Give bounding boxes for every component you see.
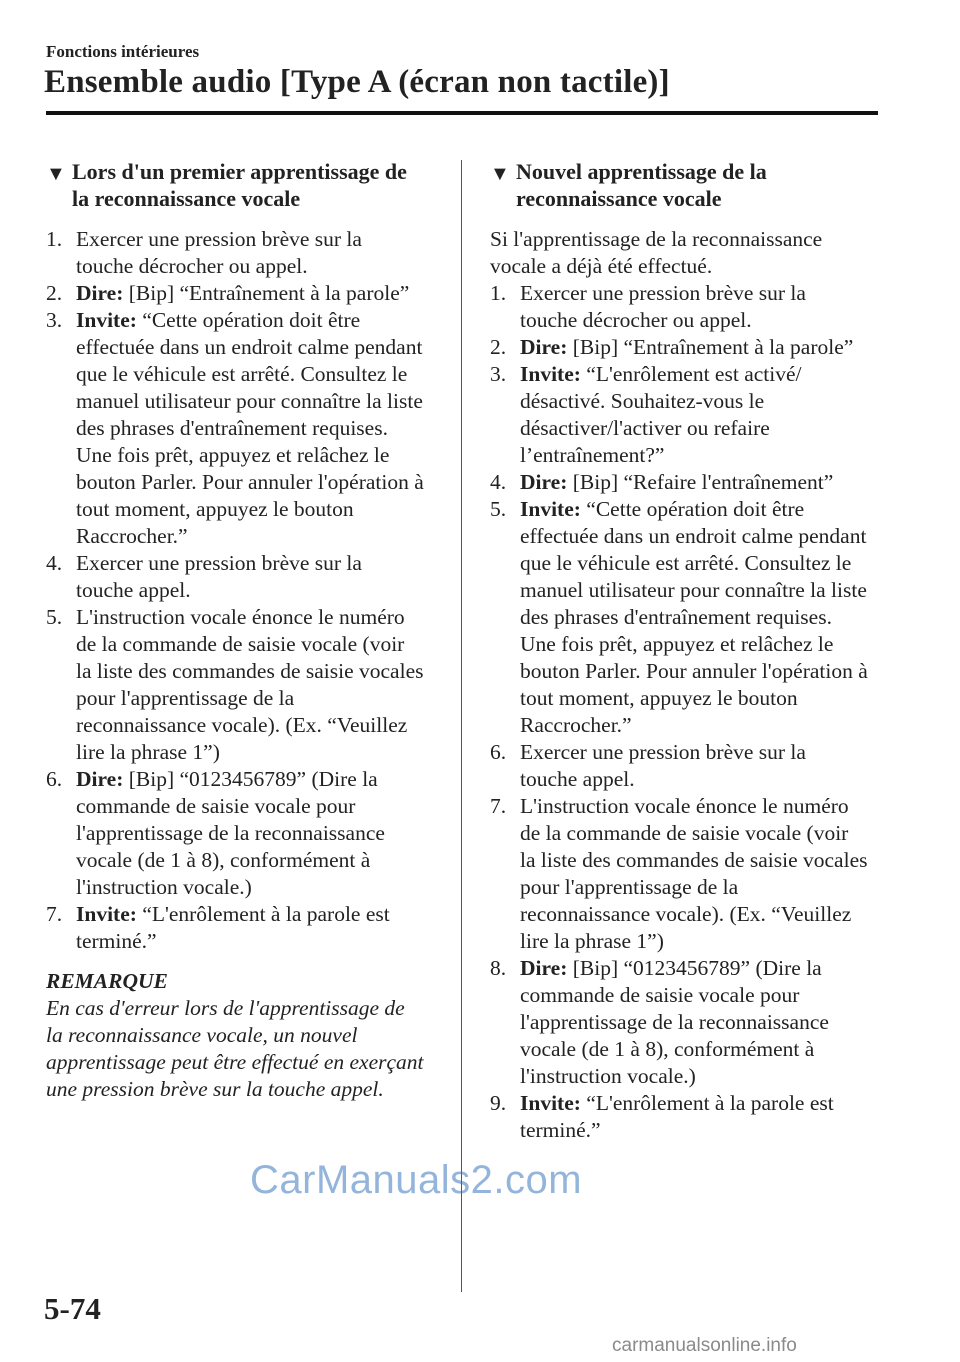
right-column <box>490 158 868 1144</box>
step-keyword: Dire: <box>520 956 568 980</box>
step-number: 1. <box>490 281 507 305</box>
remark-title: REMARQUE <box>46 969 168 993</box>
right-heading-line-1: Nouvel apprentissage de la <box>516 159 767 184</box>
left-steps-list <box>46 226 424 955</box>
list-item <box>490 361 868 469</box>
list-item <box>46 766 424 901</box>
list-item <box>490 469 868 496</box>
step-keyword: Invite: <box>520 1091 581 1115</box>
step-text: Exercer une pression brève sur la touche décrocher ou appel. <box>520 281 806 332</box>
left-heading-line-1: Lors d'un premier apprentissage de <box>72 159 407 184</box>
step-keyword: Dire: <box>520 335 568 359</box>
triangle-bullet-icon: ▼ <box>46 163 66 185</box>
list-item <box>46 901 424 955</box>
right-intro: Si l'apprentissage de la reconnaissance vocale a déjà été effectué. <box>490 227 823 278</box>
step-number: 5. <box>46 605 63 629</box>
step-number: 6. <box>490 740 507 764</box>
list-item <box>46 226 424 280</box>
left-column <box>46 158 424 1103</box>
step-keyword: Invite: <box>520 362 581 386</box>
page-number: 5-74 <box>44 1291 101 1326</box>
step-text: [Bip] “Entraînement à la parole” <box>123 281 410 305</box>
right-steps-list <box>490 280 868 1144</box>
list-item <box>46 550 424 604</box>
footer-site-link[interactable]: carmanualsonline.info <box>612 1335 797 1356</box>
remark-note <box>46 968 424 1103</box>
step-number: 4. <box>46 551 63 575</box>
step-text: [Bip] “0123456789” (Dire la commande de saisie vocale pour l'apprentissage de la reconnaissance vocale (de 1 à 8), conformément à l'instruction vocale.) <box>76 767 385 899</box>
step-number: 7. <box>490 794 507 818</box>
step-text: “L'enrôlement est activé/ désactivé. Souhaitez-vous le désactiver/l'activer ou refaire l’entraînement?” <box>520 362 802 467</box>
step-number: 1. <box>46 227 63 251</box>
step-number: 2. <box>46 281 63 305</box>
list-item <box>46 307 424 550</box>
right-section-heading <box>490 158 868 212</box>
left-heading-line-2: la reconnaissance vocale <box>72 186 301 211</box>
step-text: L'instruction vocale énonce le numéro de la commande de saisie vocale (voir la liste des commandes de saisie vocales pour l'apprentissage de la reconnaissance vocale). (Ex. “Veuillez lire la phrase 1”) <box>76 605 424 764</box>
step-text: “Cette opération doit être effectuée dans un endroit calme pendant que le véhicule est arrêté. Consultez le manuel utilisateur pour connaître la liste des phrases d'entraînement requises. Une fois prêt, appuyez et relâchez le bouton Parler. Pour annuler l'opération à tout moment, appuyez le bouton Raccrocher.” <box>520 497 868 737</box>
step-text: [Bip] “Entraînement à la parole” <box>567 335 854 359</box>
step-keyword: Dire: <box>520 470 568 494</box>
list-item <box>46 604 424 766</box>
list-item <box>46 280 424 307</box>
step-number: 3. <box>490 362 507 386</box>
left-section-heading <box>46 158 424 212</box>
step-text: “L'enrôlement à la parole est terminé.” <box>520 1091 834 1142</box>
triangle-bullet-icon: ▼ <box>490 163 510 185</box>
step-keyword: Dire: <box>76 281 124 305</box>
list-item <box>490 334 868 361</box>
step-text: “L'enrôlement à la parole est terminé.” <box>76 902 390 953</box>
step-number: 4. <box>490 470 507 494</box>
step-text: “Cette opération doit être effectuée dans un endroit calme pendant que le véhicule est arrêté. Consultez le manuel utilisateur pour connaître la liste des phrases d'entraînement requises. Une fois prêt, appuyez et relâchez le bouton Parler. Pour annuler l'opération à tout moment, appuyez le bouton Raccrocher.” <box>76 308 424 548</box>
list-item <box>490 739 868 793</box>
step-text: [Bip] “Refaire l'entraînement” <box>567 470 834 494</box>
step-keyword: Invite: <box>76 902 137 926</box>
step-number: 2. <box>490 335 507 359</box>
step-number: 5. <box>490 497 507 521</box>
step-text: Exercer une pression brève sur la touche décrocher ou appel. <box>76 227 362 278</box>
step-number: 6. <box>46 767 63 791</box>
watermark: CarManuals2.com <box>250 1158 583 1202</box>
step-text: Exercer une pression brève sur la touche appel. <box>520 740 806 791</box>
step-number: 8. <box>490 956 507 980</box>
title-divider <box>46 111 878 115</box>
right-heading-line-2: reconnaissance vocale <box>516 186 722 211</box>
step-number: 3. <box>46 308 63 332</box>
list-item <box>490 955 868 1090</box>
step-text: Exercer une pression brève sur la touche appel. <box>76 551 362 602</box>
page-title: Ensemble audio [Type A (écran non tactile)] <box>44 64 670 100</box>
step-keyword: Invite: <box>76 308 137 332</box>
column-divider <box>461 160 462 1292</box>
section-label: Fonctions intérieures <box>46 42 200 61</box>
step-text: [Bip] “0123456789” (Dire la commande de saisie vocale pour l'apprentissage de la reconnaissance vocale (de 1 à 8), conformément à l'instruction vocale.) <box>520 956 829 1088</box>
list-item <box>490 496 868 739</box>
list-item <box>490 1090 868 1144</box>
step-keyword: Dire: <box>76 767 124 791</box>
step-number: 9. <box>490 1091 507 1115</box>
step-number: 7. <box>46 902 63 926</box>
step-text: L'instruction vocale énonce le numéro de la commande de saisie vocale (voir la liste des commandes de saisie vocales pour l'apprentissage de la reconnaissance vocale). (Ex. “Veuillez lire la phrase 1”) <box>520 794 868 953</box>
remark-text: En cas d'erreur lors de l'apprentissage de la reconnaissance vocale, un nouvel apprentissage peut être effectué en exerçant une pression brève sur la touche appel. <box>46 996 424 1101</box>
list-item <box>490 280 868 334</box>
list-item <box>490 793 868 955</box>
step-keyword: Invite: <box>520 497 581 521</box>
